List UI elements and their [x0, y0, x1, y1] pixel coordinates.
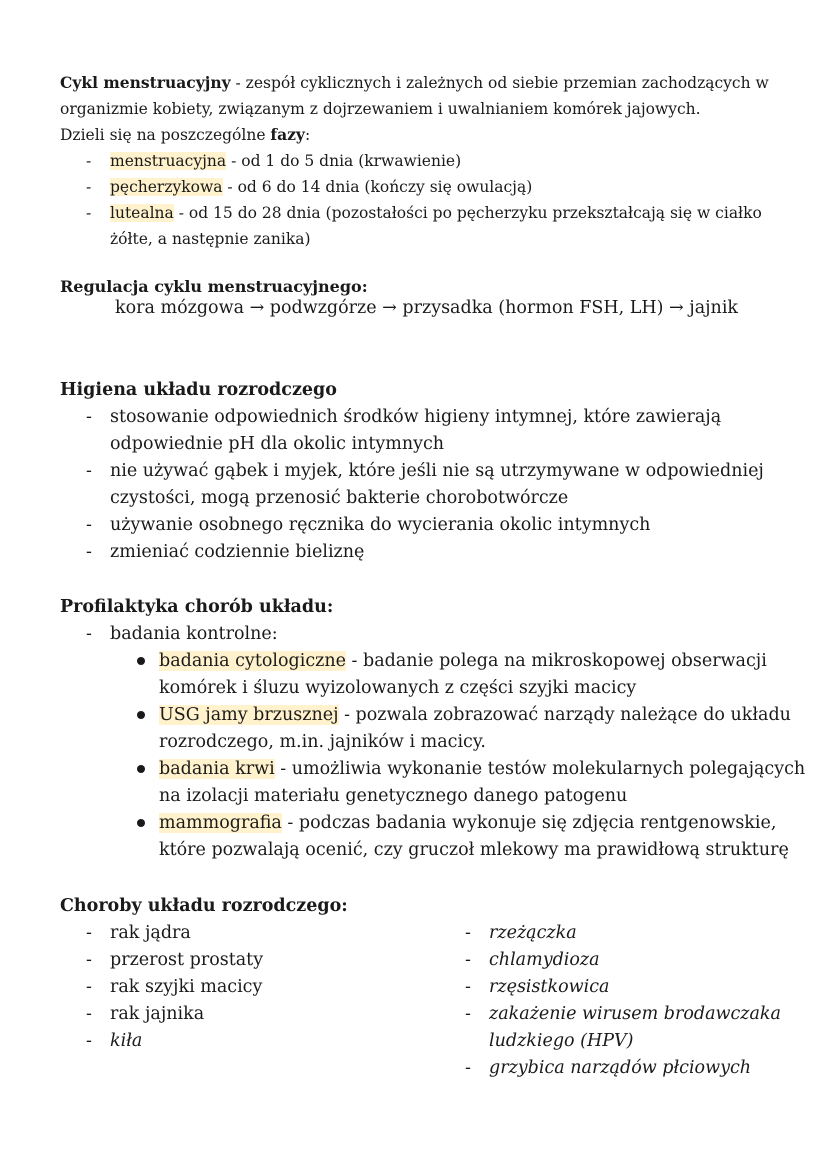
test-desc-line2: które pozwalają ocenić, czy gruczoł mlekowy ma prawidłową strukturę	[159, 840, 789, 860]
disease-item: rzęsistkowica	[489, 977, 610, 997]
disease-item: kiła	[110, 1031, 143, 1051]
dash-marker: -	[465, 1058, 471, 1078]
test-item	[159, 756, 805, 783]
hygiene-heading: Higiena układu rozrodczego	[60, 380, 337, 400]
dash-marker: -	[86, 1004, 92, 1024]
test-name: USG jamy brzusznej	[159, 705, 339, 725]
test-item	[159, 648, 767, 675]
prophylaxis-heading: Profilaktyka chorób układu:	[60, 597, 334, 617]
bullet-dot	[137, 819, 145, 827]
cycle-term: Cykl menstruacyjny	[60, 73, 231, 92]
phase-desc: - od 15 do 28 dnia (pozostałości po pęcherzyku przekształcają się w ciałko	[173, 204, 762, 222]
test-desc-line2: komórek i śluzu wyizolowanych z części szyjki macicy	[159, 678, 637, 698]
dash-marker: -	[465, 950, 471, 970]
disease-item: przerost prostaty	[110, 950, 264, 970]
hygiene-item: używanie osobnego ręcznika do wycierania okolic intymnych	[110, 515, 651, 535]
cycle-definition-text: - zespół cyklicznych i zależnych od siebie przemian zachodzących w	[230, 74, 769, 92]
test-desc-line2: rozrodczego, m.in. jajników i macicy.	[159, 732, 486, 752]
phases-intro-bold: fazy	[270, 125, 305, 144]
hygiene-item-line2: czystości, mogą przenosić bakterie chorobotwórcze	[110, 488, 569, 508]
phases-intro	[60, 122, 310, 148]
dash-marker: -	[465, 923, 471, 943]
disease-item: zakażenie wirusem brodawczaka	[489, 1004, 781, 1024]
dash-marker: -	[86, 624, 92, 644]
phase-name: lutealna	[110, 204, 174, 222]
test-desc: - pozwala zobrazować narządy należące do układu	[338, 705, 791, 725]
cycle-definition-line1	[60, 70, 769, 96]
hygiene-item: nie używać gąbek i myjek, które jeśli nie są utrzymywane w odpowiedniej	[110, 461, 764, 481]
disease-item: rzeżączka	[489, 923, 577, 943]
dash-marker: -	[86, 1031, 92, 1051]
test-item	[159, 810, 776, 837]
dash-marker: -	[465, 977, 471, 997]
test-desc: - podczas badania wykonuje się zdjęcia rentgenowskie,	[281, 813, 777, 833]
disease-item: rak jądra	[110, 923, 191, 943]
phases-intro-suffix: :	[304, 126, 311, 144]
disease-item: chlamydioza	[489, 950, 600, 970]
bullet-dot	[137, 711, 145, 719]
test-name: mammografia	[159, 813, 282, 833]
phase-item	[110, 148, 461, 174]
control-tests-label: badania kontrolne:	[110, 624, 278, 644]
disease-item: rak jajnika	[110, 1004, 205, 1024]
dash-marker: -	[86, 923, 92, 943]
phase-desc-line2: żółte, a następnie zanika)	[110, 230, 311, 248]
cycle-definition-line2: organizmie kobiety, związanym z dojrzewaniem i uwalnianiem komórek jajowych.	[60, 100, 701, 118]
dash-marker: -	[86, 204, 92, 222]
test-item	[159, 702, 791, 729]
test-name: badania cytologiczne	[159, 651, 346, 671]
disease-item: grzybica narządów płciowych	[489, 1058, 752, 1078]
dash-marker: -	[86, 178, 92, 196]
diseases-heading: Choroby układu rozrodczego:	[60, 896, 348, 916]
dash-marker: -	[465, 1004, 471, 1024]
regulation-chain: kora mózgowa → podwzgórze → przysadka (hormon FSH, LH) → jajnik	[115, 298, 739, 318]
phase-item	[110, 174, 532, 200]
phase-name: menstruacyjna	[110, 152, 227, 170]
disease-item: rak szyjki macicy	[110, 977, 263, 997]
test-desc: - badanie polega na mikroskopowej obserwacji	[345, 651, 767, 671]
dash-marker: -	[86, 407, 92, 427]
bullet-dot	[137, 765, 145, 773]
test-desc: - umożliwia wykonanie testów molekularnych polegających	[274, 759, 806, 779]
phase-name: pęcherzykowa	[110, 178, 223, 196]
dash-marker: -	[86, 152, 92, 170]
hygiene-item-line2: odpowiednie pH dla okolic intymnych	[110, 434, 445, 454]
bullet-dot	[137, 657, 145, 665]
dash-marker: -	[86, 977, 92, 997]
dash-marker: -	[86, 542, 92, 562]
test-desc-line2: na izolacji materiału genetycznego danego patogenu	[159, 786, 628, 806]
phase-desc: - od 1 do 5 dnia (krwawienie)	[226, 152, 462, 170]
phases-intro-prefix: Dzieli się na poszczególne	[60, 126, 271, 144]
dash-marker: -	[86, 515, 92, 535]
hygiene-item: stosowanie odpowiednich środków higieny intymnej, które zawierają	[110, 407, 722, 427]
phase-desc: - od 6 do 14 dnia (kończy się owulacją)	[222, 178, 533, 196]
disease-item-line2: ludzkiego (HPV)	[489, 1031, 634, 1051]
dash-marker: -	[86, 950, 92, 970]
dash-marker: -	[86, 461, 92, 481]
test-name: badania krwi	[159, 759, 275, 779]
phase-item	[110, 200, 762, 226]
regulation-heading: Regulacja cyklu menstruacyjnego:	[60, 277, 368, 296]
hygiene-item: zmieniać codziennie bieliznę	[110, 542, 365, 562]
